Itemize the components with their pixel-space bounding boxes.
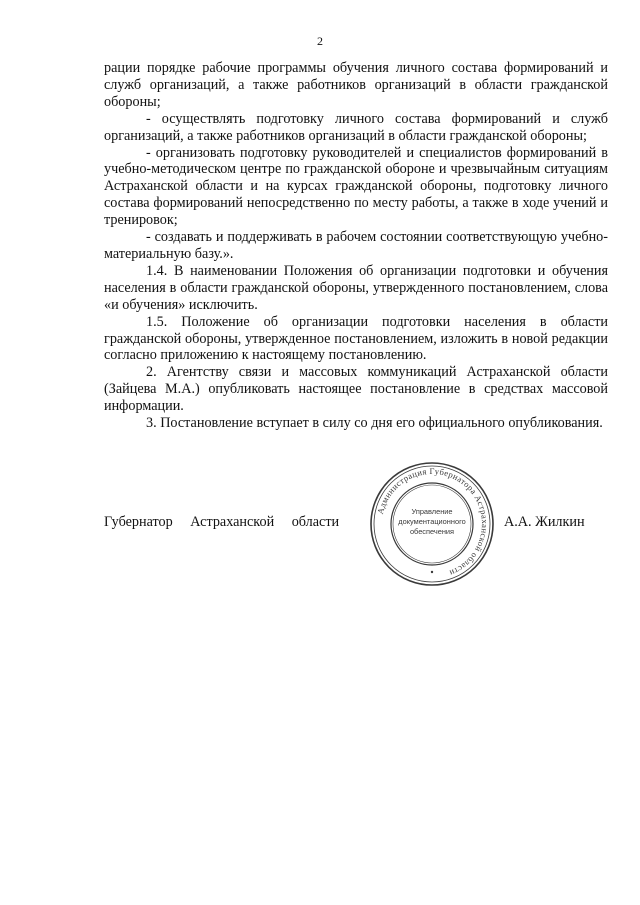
paragraph-clause-3: 3. Постановление вступает в силу со дня его официального опубликования. [146, 415, 603, 432]
signatory-name: А.А. Жилкин [504, 514, 585, 530]
seal-inner-line-2: документационного [398, 517, 466, 526]
signatory-title: Губернатор Астраханской области [104, 514, 340, 530]
seal-outer-text: Администрация Губернатора Астраханской области [375, 465, 491, 579]
paragraph-material-base: - создавать и поддерживать в рабочем состоянии соответствующую учебно-материальную базу.». [104, 229, 608, 262]
paragraph-continuation: рации порядке рабочие программы обучения личного состава формирований и служб организаций, а также работников организаций в области гражданской обороны; [104, 60, 608, 110]
official-seal-stamp [368, 460, 496, 588]
document-body [104, 60, 608, 432]
page-number: 2 [317, 34, 323, 48]
signature-block [104, 514, 608, 538]
seal-inner-line-1: Управление [411, 507, 453, 516]
paragraph-clause-1-4: 1.4. В наименовании Положения об организации подготовки и обучения населения в области гражданской обороны, утвержденного постановлением, слова «и обучения» исключить. [104, 262, 608, 313]
paragraph-organize-training: - организовать подготовку руководителей и специалистов формирований в учебно-методическом центре по гражданской обороне и чрезвычайным ситуациям Астраханской области и на курсах гражданской обороны, подготовку личного состава формирований непосредственно по месту работы, а также в ходе учений и тренировок; [104, 144, 608, 229]
paragraph-train-personnel: - осуществлять подготовку личного состава формирований и служб организаций, а также работников организаций в области гражданской обороны; [104, 110, 608, 144]
seal-inner-line-3: обеспечения [409, 527, 455, 536]
paragraph-clause-2: 2. Агентству связи и массовых коммуникаций Астраханской области (Зайцева М.А.) опубликовать настоящее постановление в средствах массовой информации. [104, 364, 608, 415]
paragraph-clause-1-5: 1.5. Положение об организации подготовки населения в области гражданской обороны, утвержденное постановлением, изложить в новой редакции согласно приложению к настоящему постановлению. [104, 313, 608, 364]
